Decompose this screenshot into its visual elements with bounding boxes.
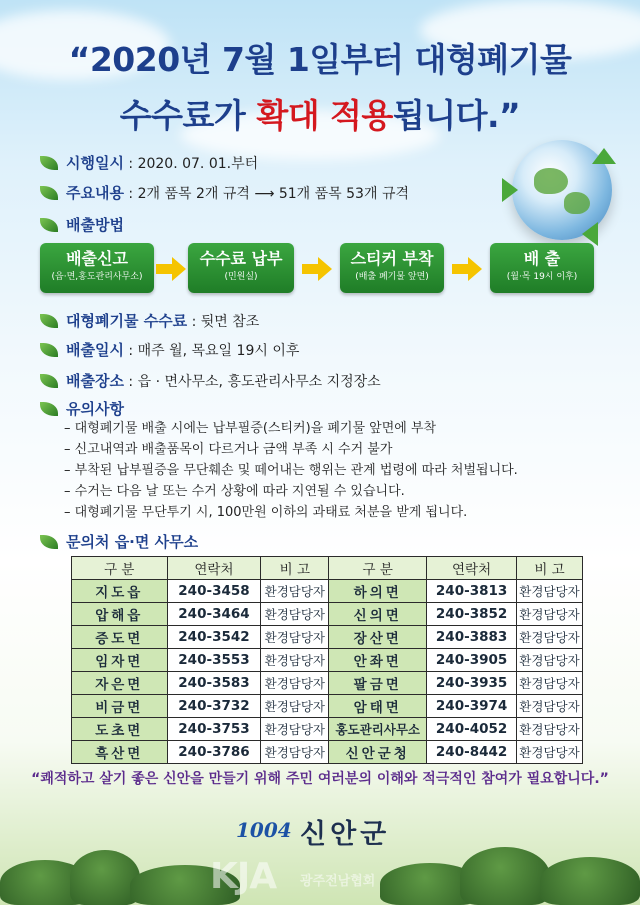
district-cell: 지도읍 <box>72 580 168 603</box>
district-cell: 암태면 <box>329 695 427 718</box>
flow-arrow-icon <box>452 257 484 281</box>
flow-step-report <box>40 243 154 293</box>
watermark <box>210 856 450 896</box>
table-row <box>72 718 583 741</box>
district-cell: 팔금면 <box>329 672 427 695</box>
headline-line-2 <box>0 88 640 144</box>
flow-step-payment <box>188 243 294 293</box>
phone-cell: 240-4052 <box>427 718 517 741</box>
headline-line-1: “2020년 7월 1일부터 대형폐기물 <box>68 40 572 79</box>
watermark-text: 광주전남협회 <box>300 874 376 889</box>
district-cell: 압해읍 <box>72 603 168 626</box>
leaf-icon <box>40 343 58 357</box>
content-row <box>40 182 409 203</box>
district-cell: 장산면 <box>329 626 427 649</box>
table-row <box>72 580 583 603</box>
table-row <box>72 695 583 718</box>
contacts-row <box>40 531 198 552</box>
district-cell: 하의면 <box>329 580 427 603</box>
headline <box>0 32 640 144</box>
time-label: 배출일시 <box>66 341 124 359</box>
note-item: – 대형폐기물 무단투기 시, 100만원 이하의 과태료 처분을 받게 됩니다. <box>64 505 468 520</box>
flow-step-sub: (월·목 19시 이후) <box>506 272 578 282</box>
table-header: 구 분 <box>329 557 427 580</box>
leaf-icon <box>40 374 58 388</box>
phone-cell: 240-3786 <box>167 741 261 764</box>
notes-row <box>40 398 124 419</box>
flow-arrow-icon <box>302 257 334 281</box>
table-row <box>72 626 583 649</box>
phone-cell: 240-3974 <box>427 695 517 718</box>
footer-quote: “쾌적하고 살기 좋은 신안을 만들기 위해 주민 여러분의 이해와 적극적인 참여가 필요합니다.” <box>31 771 609 787</box>
remark-cell: 환경담당자 <box>261 741 329 764</box>
phone-cell: 240-8442 <box>427 741 517 764</box>
date-label: 시행일시 <box>66 154 124 172</box>
contacts-table <box>71 556 583 764</box>
note-item: – 수거는 다음 날 또는 수거 상황에 따라 지연될 수 있습니다. <box>64 484 405 499</box>
note-item: – 부착된 납부필증을 무단훼손 및 떼어내는 행위는 관계 법령에 따라 처벌됩니다. <box>64 463 518 478</box>
table-header: 구 분 <box>72 557 168 580</box>
flow-step-sub: (읍·면,홍도관리사무소) <box>51 272 143 282</box>
table-row <box>72 672 583 695</box>
remark-cell: 환경담당자 <box>261 580 329 603</box>
phone-cell: 240-3883 <box>427 626 517 649</box>
notes-list <box>64 418 518 523</box>
flow-step-title: 스티커 부착 <box>350 249 434 268</box>
headline-line-2-pre: 수수료가 <box>119 96 257 135</box>
remark-cell: 환경담당자 <box>517 718 583 741</box>
table-header: 비 고 <box>517 557 583 580</box>
district-cell: 흑산면 <box>72 741 168 764</box>
table-row <box>72 603 583 626</box>
place-label: 배출장소 <box>66 372 124 390</box>
flow-step-title: 배출신고 <box>66 249 128 268</box>
remark-cell: 환경담당자 <box>517 603 583 626</box>
leaf-icon <box>40 218 58 232</box>
remark-cell: 환경담당자 <box>517 580 583 603</box>
district-cell: 신안군청 <box>329 741 427 764</box>
logo-number: 1004 <box>236 818 292 842</box>
district-cell: 신의면 <box>329 603 427 626</box>
note-item: – 신고내역과 배출품목이 다르거나 금액 부족 시 수거 불가 <box>64 442 393 457</box>
remark-cell: 환경담당자 <box>261 649 329 672</box>
district-cell: 비금면 <box>72 695 168 718</box>
leaf-icon <box>40 402 58 416</box>
remark-cell: 환경담당자 <box>261 672 329 695</box>
remark-cell: 환경담당자 <box>261 718 329 741</box>
table-header: 연락처 <box>427 557 517 580</box>
flow-arrow-icon <box>156 257 188 281</box>
phone-cell: 240-3905 <box>427 649 517 672</box>
phone-cell: 240-3458 <box>167 580 261 603</box>
leaf-icon <box>40 156 58 170</box>
notes-label: 유의사항 <box>66 400 124 418</box>
table-header: 비 고 <box>261 557 329 580</box>
remark-cell: 환경담당자 <box>517 695 583 718</box>
content-value: : 2개 품목 2개 규격 ⟶ 51개 품목 53개 규격 <box>128 185 409 202</box>
phone-cell: 240-3464 <box>167 603 261 626</box>
phone-cell: 240-3813 <box>427 580 517 603</box>
phone-cell: 240-3542 <box>167 626 261 649</box>
phone-cell: 240-3852 <box>427 603 517 626</box>
remark-cell: 환경담당자 <box>517 649 583 672</box>
recycle-globe-icon <box>512 140 612 240</box>
method-label: 배출방법 <box>66 216 124 234</box>
method-row <box>40 214 124 235</box>
date-row <box>40 152 258 173</box>
remark-cell: 환경담당자 <box>517 626 583 649</box>
flow-step-title: 배 출 <box>523 249 561 268</box>
flow-step-sub: (배출 폐기물 앞면) <box>355 272 429 282</box>
fee-value: : 뒷면 참조 <box>191 313 260 330</box>
logo-name: 신안군 <box>300 819 391 850</box>
phone-cell: 240-3935 <box>427 672 517 695</box>
headline-highlight: 확대 적용 <box>256 96 393 135</box>
leaf-icon <box>40 535 58 549</box>
flow-step-dispose <box>490 243 594 293</box>
flow-step-sticker <box>340 243 444 293</box>
district-cell: 임자면 <box>72 649 168 672</box>
watermark-logo: KJA <box>210 856 277 897</box>
district-cell: 도초면 <box>72 718 168 741</box>
fee-label: 대형폐기물 수수료 <box>66 312 188 330</box>
district-cell: 자은면 <box>72 672 168 695</box>
time-value: : 매주 월, 목요일 19시 이후 <box>128 342 300 359</box>
table-row <box>72 649 583 672</box>
district-cell: 증도면 <box>72 626 168 649</box>
phone-cell: 240-3732 <box>167 695 261 718</box>
note-item: – 대형폐기물 배출 시에는 납부필증(스티커)을 폐기물 앞면에 부착 <box>64 421 437 436</box>
leaf-icon <box>40 314 58 328</box>
district-cell: 홍도관리사무소 <box>329 718 427 741</box>
remark-cell: 환경담당자 <box>261 603 329 626</box>
district-cell: 안좌면 <box>329 649 427 672</box>
table-header: 연락처 <box>167 557 261 580</box>
remark-cell: 환경담당자 <box>517 672 583 695</box>
contacts-label: 문의처 읍·면 사무소 <box>66 533 199 551</box>
fee-row <box>40 310 259 331</box>
date-value: : 2020. 07. 01.부터 <box>128 155 259 172</box>
time-row <box>40 339 299 360</box>
remark-cell: 환경담당자 <box>517 741 583 764</box>
phone-cell: 240-3553 <box>167 649 261 672</box>
table-row <box>72 741 583 764</box>
phone-cell: 240-3583 <box>167 672 261 695</box>
place-value: : 읍 · 면사무소, 흥도관리사무소 지정장소 <box>128 373 381 390</box>
flow-step-title: 수수료 납부 <box>199 249 283 268</box>
table-header-row <box>72 557 583 580</box>
content-label: 주요내용 <box>66 184 124 202</box>
place-row <box>40 370 381 391</box>
headline-line-2-post: 됩니다.” <box>392 96 521 135</box>
remark-cell: 환경담당자 <box>261 626 329 649</box>
leaf-icon <box>40 186 58 200</box>
flow-step-sub: (민원실) <box>224 272 258 282</box>
remark-cell: 환경담당자 <box>261 695 329 718</box>
phone-cell: 240-3753 <box>167 718 261 741</box>
